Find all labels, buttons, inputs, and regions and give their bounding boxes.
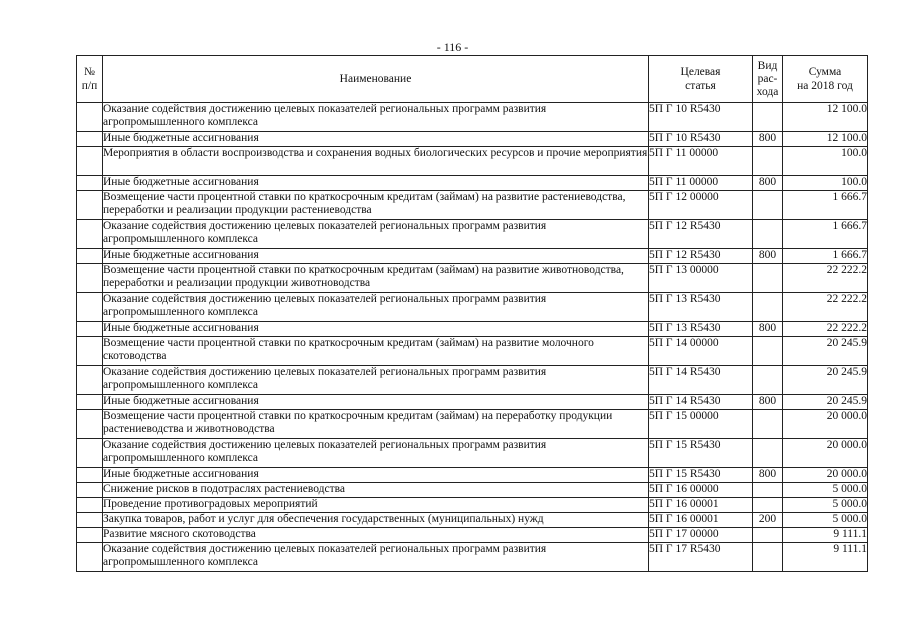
row-name: Развитие мясного скотоводства [103, 528, 649, 543]
row-vid [753, 337, 783, 366]
row-code: 5П Г 12 R5430 [649, 249, 753, 264]
table-row [77, 528, 868, 543]
row-number [77, 293, 103, 322]
row-name: Иные бюджетные ассигнования [103, 176, 649, 191]
row-number [77, 220, 103, 249]
header-code [649, 56, 753, 103]
row-sum: 12 100.0 [783, 103, 868, 132]
table-row [77, 103, 868, 132]
row-name: Иные бюджетные ассигнования [103, 395, 649, 410]
table-row [77, 220, 868, 249]
row-sum: 1 666.7 [783, 249, 868, 264]
header-sum-line: на 2018 год [797, 80, 853, 92]
row-sum: 5 000.0 [783, 483, 868, 498]
row-sum: 20 000.0 [783, 439, 868, 468]
row-vid: 800 [753, 468, 783, 483]
table-body [77, 103, 868, 572]
row-sum: 9 111.1 [783, 528, 868, 543]
row-name: Оказание содействия достижению целевых показателей региональных программ развития агропромышленного комплекса [103, 220, 649, 249]
table-row [77, 498, 868, 513]
row-code: 5П Г 17 00000 [649, 528, 753, 543]
row-name: Иные бюджетные ассигнования [103, 132, 649, 147]
row-vid [753, 103, 783, 132]
row-sum: 20 245.9 [783, 395, 868, 410]
row-vid [753, 191, 783, 220]
row-number [77, 103, 103, 132]
row-vid [753, 220, 783, 249]
row-number [77, 264, 103, 293]
row-sum: 12 100.0 [783, 132, 868, 147]
row-number [77, 483, 103, 498]
header-vid-line: рас- [757, 72, 778, 85]
row-code: 5П Г 13 00000 [649, 264, 753, 293]
row-name: Возмещение части процентной ставки по краткосрочным кредитам (займам) на переработку продукции растениеводства и животноводства [103, 410, 649, 439]
row-number [77, 410, 103, 439]
table-row [77, 322, 868, 337]
row-name: Иные бюджетные ассигнования [103, 249, 649, 264]
table-row [77, 543, 868, 572]
row-sum: 100.0 [783, 176, 868, 191]
header-vid [753, 56, 783, 103]
row-code: 5П Г 15 R5430 [649, 468, 753, 483]
page-number: - 116 - [436, 40, 469, 54]
row-vid [753, 543, 783, 572]
header-num-line: № [84, 66, 95, 78]
row-vid [753, 439, 783, 468]
row-name: Проведение противоградовых мероприятий [103, 498, 649, 513]
row-vid: 800 [753, 395, 783, 410]
row-name: Оказание содействия достижению целевых показателей региональных программ развития агропромышленного комплекса [103, 439, 649, 468]
row-number [77, 468, 103, 483]
row-number [77, 513, 103, 528]
row-name: Мероприятия в области воспроизводства и сохранения водных биологических ресурсов и прочие мероприятия [103, 147, 649, 176]
row-sum: 20 245.9 [783, 366, 868, 395]
table-row [77, 395, 868, 410]
table-row [77, 468, 868, 483]
table-row [77, 147, 868, 176]
row-vid [753, 264, 783, 293]
header-code-line: Целевая [680, 66, 721, 78]
row-sum: 5 000.0 [783, 513, 868, 528]
row-code: 5П Г 13 R5430 [649, 293, 753, 322]
header-sum-line: Сумма [808, 66, 842, 78]
row-sum: 100.0 [783, 147, 868, 176]
row-code: 5П Г 12 R5430 [649, 220, 753, 249]
row-vid [753, 410, 783, 439]
row-name: Возмещение части процентной ставки по краткосрочным кредитам (займам) на развитие животноводства, переработки и реализации продукции животноводства [103, 264, 649, 293]
row-code: 5П Г 12 00000 [649, 191, 753, 220]
table-row [77, 264, 868, 293]
row-number [77, 249, 103, 264]
row-vid: 800 [753, 176, 783, 191]
row-vid [753, 293, 783, 322]
row-name: Закупка товаров, работ и услуг для обеспечения государственных (муниципальных) нужд [103, 513, 649, 528]
row-vid: 200 [753, 513, 783, 528]
row-number [77, 543, 103, 572]
table-row [77, 176, 868, 191]
row-name: Оказание содействия достижению целевых показателей региональных программ развития агропромышленного комплекса [103, 543, 649, 572]
table-row [77, 483, 868, 498]
row-code: 5П Г 14 00000 [649, 337, 753, 366]
header-num-line: п/п [81, 80, 98, 92]
row-code: 5П Г 10 R5430 [649, 103, 753, 132]
table-row [77, 132, 868, 147]
header-name: Наименование [103, 56, 649, 103]
table-row [77, 337, 868, 366]
row-vid [753, 147, 783, 176]
row-number [77, 147, 103, 176]
row-name: Возмещение части процентной ставки по краткосрочным кредитам (займам) на развитие растениеводства, переработки и реализации продукции растениеводства [103, 191, 649, 220]
row-number [77, 132, 103, 147]
header-num [77, 56, 103, 103]
row-number [77, 395, 103, 410]
row-number [77, 337, 103, 366]
row-code: 5П Г 10 R5430 [649, 132, 753, 147]
row-sum: 1 666.7 [783, 191, 868, 220]
row-sum: 22 222.2 [783, 293, 868, 322]
row-name: Иные бюджетные ассигнования [103, 322, 649, 337]
table-row [77, 249, 868, 264]
table-row [77, 366, 868, 395]
row-code: 5П Г 15 R5430 [649, 439, 753, 468]
row-vid: 800 [753, 322, 783, 337]
row-number [77, 528, 103, 543]
row-vid [753, 498, 783, 513]
row-vid [753, 483, 783, 498]
row-vid: 800 [753, 132, 783, 147]
row-number [77, 322, 103, 337]
row-code: 5П Г 16 00000 [649, 483, 753, 498]
row-code: 5П Г 13 R5430 [649, 322, 753, 337]
row-code: 5П Г 14 R5430 [649, 366, 753, 395]
table-row [77, 293, 868, 322]
row-vid [753, 528, 783, 543]
row-name: Оказание содействия достижению целевых показателей региональных программ развития агропромышленного комплекса [103, 103, 649, 132]
row-code: 5П Г 11 00000 [649, 147, 753, 176]
row-code: 5П Г 15 00000 [649, 410, 753, 439]
row-name: Снижение рисков в подотраслях растениеводства [103, 483, 649, 498]
row-name: Оказание содействия достижению целевых показателей региональных программ развития агропромышленного комплекса [103, 366, 649, 395]
row-name: Возмещение части процентной ставки по краткосрочным кредитам (займам) на развитие молочного скотоводства [103, 337, 649, 366]
row-number [77, 191, 103, 220]
header-sum [783, 56, 868, 103]
row-code: 5П Г 16 00001 [649, 498, 753, 513]
row-code: 5П Г 17 R5430 [649, 543, 753, 572]
table-row [77, 191, 868, 220]
row-code: 5П Г 14 R5430 [649, 395, 753, 410]
row-name: Оказание содействия достижению целевых показателей региональных программ развития агропромышленного комплекса [103, 293, 649, 322]
row-sum: 5 000.0 [783, 498, 868, 513]
row-vid: 800 [753, 249, 783, 264]
header-vid-line: Вид [757, 59, 778, 72]
table-row [77, 513, 868, 528]
row-number [77, 366, 103, 395]
row-number [77, 439, 103, 468]
row-number [77, 176, 103, 191]
row-vid [753, 366, 783, 395]
row-sum: 20 245.9 [783, 337, 868, 366]
row-sum: 1 666.7 [783, 220, 868, 249]
row-sum: 9 111.1 [783, 543, 868, 572]
row-sum: 20 000.0 [783, 468, 868, 483]
row-sum: 20 000.0 [783, 410, 868, 439]
budget-table [76, 55, 868, 572]
header-vid-line: хода [756, 85, 779, 98]
table-row [77, 439, 868, 468]
header-code-line: статья [685, 80, 716, 92]
table-header-row [77, 56, 868, 103]
row-number [77, 498, 103, 513]
row-sum: 22 222.2 [783, 322, 868, 337]
row-name: Иные бюджетные ассигнования [103, 468, 649, 483]
row-sum: 22 222.2 [783, 264, 868, 293]
table-row [77, 410, 868, 439]
row-code: 5П Г 16 00001 [649, 513, 753, 528]
row-code: 5П Г 11 00000 [649, 176, 753, 191]
